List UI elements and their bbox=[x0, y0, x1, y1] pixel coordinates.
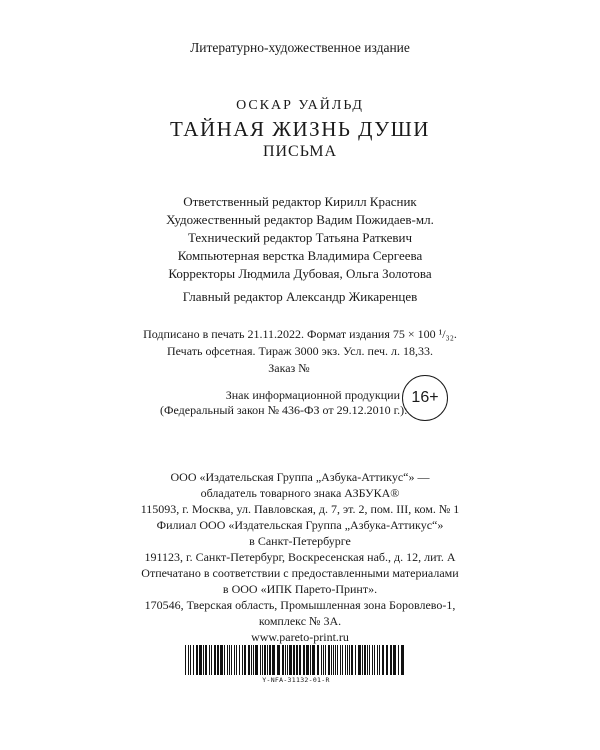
barcode-bar bbox=[188, 645, 189, 675]
print-info-line: Печать офсетная. Тираж 3000 экз. Усл. печ. л. 18,33. bbox=[166, 344, 434, 358]
order-line bbox=[0, 360, 600, 377]
barcode-bar bbox=[362, 645, 363, 675]
publisher-line: обладатель товарного знака АЗБУКА® bbox=[200, 486, 400, 500]
barcode-bar bbox=[386, 645, 388, 675]
barcode bbox=[185, 645, 407, 680]
barcode-bar bbox=[312, 645, 315, 675]
barcode-bar bbox=[347, 645, 348, 675]
barcode-bar bbox=[287, 645, 288, 675]
credits-block bbox=[0, 193, 600, 283]
publisher-line: 191123, г. Санкт-Петербург, Воскресенская наб., д. 12, лит. А bbox=[144, 550, 456, 564]
barcode-bar bbox=[401, 645, 404, 675]
barcode-bar bbox=[203, 645, 204, 675]
barcode-bar bbox=[272, 645, 275, 675]
barcode-bar bbox=[196, 645, 198, 675]
barcode-bar bbox=[303, 645, 305, 675]
publisher-line: комплекс № 3А. bbox=[258, 614, 342, 628]
barcode-bar bbox=[331, 645, 332, 675]
publisher-line: в Санкт-Петербурге bbox=[249, 534, 351, 548]
barcode-bar bbox=[231, 645, 232, 675]
credit-line: Компьютерная верстка Владимира Сергеева bbox=[177, 248, 423, 263]
barcode-graphic bbox=[185, 645, 407, 675]
barcode-bar bbox=[220, 645, 223, 675]
publisher-line: 170546, Тверская область, Промышленная зона Боровлево-1, bbox=[144, 598, 456, 612]
barcode-bar bbox=[393, 645, 396, 675]
barcode-bar bbox=[190, 645, 191, 675]
barcode-bar bbox=[193, 645, 194, 675]
barcode-bar bbox=[369, 645, 370, 675]
barcode-bar bbox=[382, 645, 384, 675]
barcode-bar bbox=[296, 645, 298, 675]
barcode-bar bbox=[351, 645, 353, 675]
book-subtitle: ПИСЬМА bbox=[262, 143, 338, 160]
barcode-bar bbox=[358, 645, 361, 675]
barcode-bar bbox=[337, 645, 338, 675]
barcode-code: Y-NFA-31132-01-R bbox=[262, 676, 330, 684]
barcode-bar bbox=[325, 645, 326, 675]
barcode-bar bbox=[244, 645, 246, 675]
barcode-bar bbox=[306, 645, 309, 675]
barcode-bar bbox=[335, 645, 336, 675]
barcode-bar bbox=[248, 645, 250, 675]
barcode-bar bbox=[367, 645, 368, 675]
barcode-bar bbox=[364, 645, 366, 675]
barcode-bar bbox=[262, 645, 263, 675]
barcode-bar bbox=[345, 645, 346, 675]
barcode-bar bbox=[379, 645, 380, 675]
barcode-bar bbox=[333, 645, 334, 675]
order-label: Заказ № bbox=[268, 361, 310, 375]
age-rating-label: 16+ bbox=[411, 389, 439, 406]
barcode-bar bbox=[224, 645, 225, 675]
publisher-url: www.pareto-print.ru bbox=[251, 630, 349, 644]
barcode-bar bbox=[342, 645, 343, 675]
barcode-bar bbox=[234, 645, 235, 675]
barcode-bar bbox=[293, 645, 295, 675]
barcode-bar bbox=[390, 645, 392, 675]
barcode-bar bbox=[253, 645, 254, 675]
publisher-line: 115093, г. Москва, ул. Павловская, д. 7, эт. 2, пом. III, ком. № 1 bbox=[140, 502, 460, 516]
barcode-bar bbox=[267, 645, 268, 675]
book-title: ТАЙНАЯ ЖИЗНЬ ДУШИ bbox=[170, 117, 430, 141]
barcode-bar bbox=[374, 645, 375, 675]
barcode-bar bbox=[199, 645, 202, 675]
barcode-bar bbox=[214, 645, 216, 675]
barcode-bar bbox=[260, 645, 261, 675]
barcode-bar bbox=[229, 645, 230, 675]
barcode-bar bbox=[355, 645, 356, 675]
info-sign-line: (Федеральный закон № 436-ФЗ от 29.12.2010 г.): bbox=[160, 403, 408, 417]
print-info-line: Подписано в печать 21.11.2022. Формат издания 75 × 100 ¹/₃₂. bbox=[143, 327, 457, 341]
barcode-bar bbox=[285, 645, 286, 675]
publisher-block bbox=[0, 469, 600, 645]
barcode-bar bbox=[217, 645, 219, 675]
credit-line: Художественный редактор Вадим Пожидаев-мл. bbox=[166, 212, 434, 227]
barcode-bar bbox=[289, 645, 292, 675]
publisher-line: ООО «Издательская Группа „Азбука-Аттикус“» — bbox=[170, 470, 430, 484]
print-info-block bbox=[0, 326, 600, 377]
publisher-line: в ООО «ИПК Парето-Принт». bbox=[222, 582, 378, 596]
barcode-bar bbox=[323, 645, 324, 675]
barcode-bar bbox=[251, 645, 252, 675]
info-sign-text bbox=[160, 388, 408, 418]
barcode-bar bbox=[242, 645, 243, 675]
genre-label: Литературно-художественное издание bbox=[190, 40, 410, 55]
barcode-bar bbox=[317, 645, 319, 675]
barcode-bar bbox=[209, 645, 210, 675]
barcode-bar bbox=[205, 645, 207, 675]
barcode-bar bbox=[264, 645, 266, 675]
author-name: ОСКАР УАЙЛЬД bbox=[236, 98, 364, 113]
barcode-bar bbox=[377, 645, 378, 675]
info-sign-line: Знак информационной продукции bbox=[225, 388, 400, 402]
barcode-bar bbox=[277, 645, 280, 675]
barcode-bar bbox=[398, 645, 399, 675]
barcode-bar bbox=[282, 645, 284, 675]
barcode-bar bbox=[349, 645, 350, 675]
barcode-bar bbox=[227, 645, 228, 675]
barcode-bar bbox=[185, 645, 186, 675]
barcode-bar bbox=[211, 645, 212, 675]
chief-editor: Главный редактор Александр Жикаренцев bbox=[182, 289, 418, 304]
age-rating-badge bbox=[402, 375, 448, 421]
barcode-bar bbox=[269, 645, 271, 675]
barcode-bar bbox=[236, 645, 237, 675]
barcode-bar bbox=[310, 645, 311, 675]
barcode-bar bbox=[255, 645, 258, 675]
credit-line: Корректоры Людмила Дубовая, Ольга Золотова bbox=[168, 266, 432, 281]
publisher-line: Филиал ООО «Издательская Группа „Азбука-Аттикус“» bbox=[156, 518, 444, 532]
barcode-bar bbox=[321, 645, 322, 675]
credit-line: Технический редактор Татьяна Раткевич bbox=[187, 230, 413, 245]
barcode-bar bbox=[299, 645, 301, 675]
barcode-bar bbox=[340, 645, 341, 675]
credit-line: Ответственный редактор Кирилл Красник bbox=[183, 194, 417, 209]
barcode-bar bbox=[239, 645, 240, 675]
barcode-bar bbox=[328, 645, 330, 675]
publisher-line: Отпечатано в соответствии с предоставленными материалами bbox=[141, 566, 459, 580]
barcode-bar bbox=[372, 645, 373, 675]
